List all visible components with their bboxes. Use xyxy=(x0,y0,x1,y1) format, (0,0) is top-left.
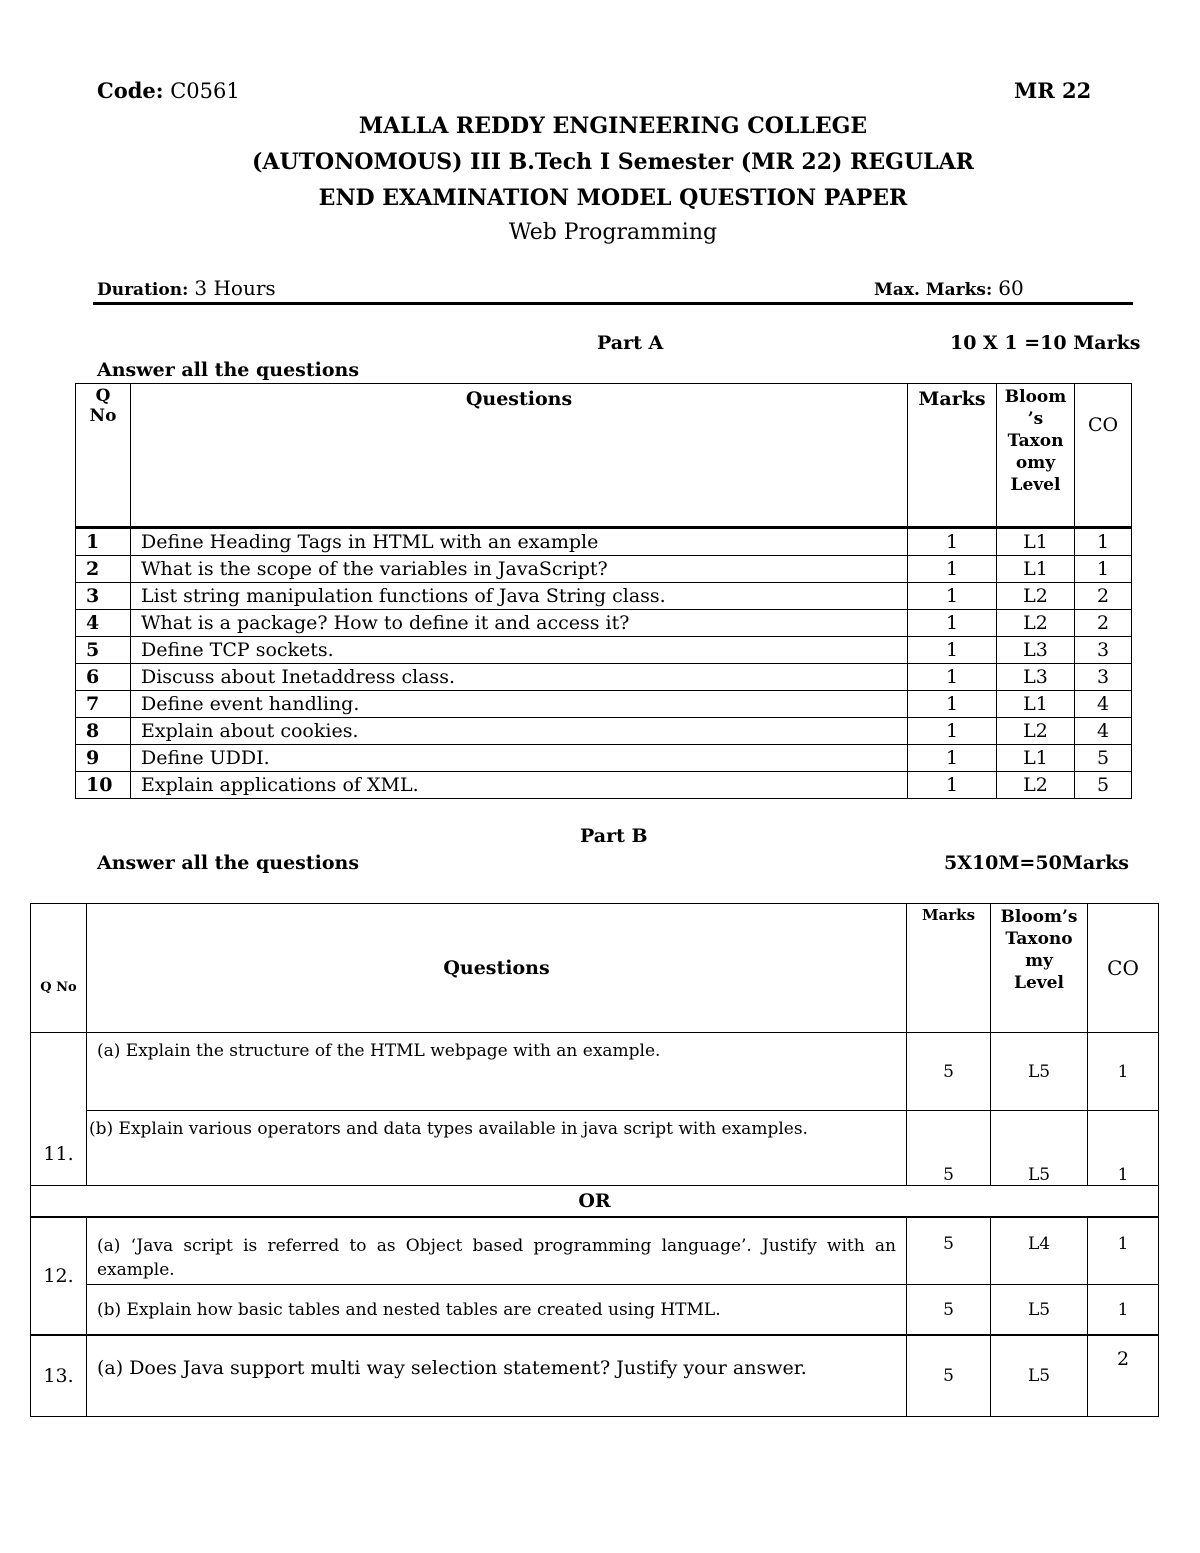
question-co: 2 xyxy=(1075,583,1132,610)
table-row xyxy=(76,718,1132,745)
question-level: L5 xyxy=(991,1335,1088,1417)
bloom-header-line: Bloom xyxy=(1004,387,1067,407)
question-number: 4 xyxy=(76,610,131,637)
question-marks: 1 xyxy=(908,528,997,556)
question-text xyxy=(87,1335,907,1417)
question-level: L2 xyxy=(997,610,1075,637)
table-row xyxy=(76,691,1132,718)
max-marks xyxy=(874,276,1024,300)
question-number: 2 xyxy=(76,556,131,583)
regulation-code: MR 22 xyxy=(1014,78,1092,103)
part-a-title: Part A xyxy=(597,332,664,354)
question-level: L2 xyxy=(997,772,1075,799)
question-marks: 1 xyxy=(908,745,997,772)
table-row xyxy=(31,1217,1159,1285)
part-a-header-row xyxy=(76,384,1132,528)
question-number: 6 xyxy=(76,664,131,691)
question-marks: 1 xyxy=(908,664,997,691)
question-11a-text: (a) Explain the structure of the HTML webpage with an example. xyxy=(97,1041,661,1061)
table-row xyxy=(76,772,1132,799)
question-co: 5 xyxy=(1075,745,1132,772)
qno-header-line1: Q xyxy=(95,386,111,406)
marks-header: Marks xyxy=(907,904,991,1033)
question-text: Define TCP sockets. xyxy=(131,637,908,664)
bloom-header-line: ’s xyxy=(1027,409,1044,429)
question-text: What is a package? How to define it and access it? xyxy=(131,610,908,637)
table-row xyxy=(76,745,1132,772)
table-row xyxy=(31,1111,1159,1186)
question-level: L5 xyxy=(991,1285,1088,1336)
qno-header xyxy=(76,384,131,528)
question-marks: 1 xyxy=(908,610,997,637)
table-row xyxy=(31,1285,1159,1336)
question-level: L2 xyxy=(997,718,1075,745)
question-co: 5 xyxy=(1075,772,1132,799)
question-number: 1 xyxy=(76,528,131,556)
question-co: 2 xyxy=(1088,1335,1159,1417)
question-number: 7 xyxy=(76,691,131,718)
part-a-instruction: Answer all the questions xyxy=(97,359,360,381)
question-marks: 1 xyxy=(908,718,997,745)
marks-header: Marks xyxy=(908,384,997,528)
duration xyxy=(97,276,276,300)
or-separator: OR xyxy=(31,1186,1159,1218)
part-b-title: Part B xyxy=(580,825,648,847)
co-header: CO xyxy=(1088,904,1159,1033)
code-label: Code: xyxy=(97,78,164,103)
question-marks: 1 xyxy=(908,772,997,799)
question-co: 3 xyxy=(1075,637,1132,664)
question-text: Define event handling. xyxy=(131,691,908,718)
paper-code xyxy=(97,78,240,103)
exam-line-3: END EXAMINATION MODEL QUESTION PAPER xyxy=(318,185,908,211)
question-marks: 5 xyxy=(907,1217,991,1285)
question-level: L5 xyxy=(991,1111,1088,1186)
question-text: Explain about cookies. xyxy=(131,718,908,745)
question-marks: 1 xyxy=(908,691,997,718)
questions-header: Questions xyxy=(87,904,907,1033)
question-marks: 5 xyxy=(907,1111,991,1186)
question-text: Discuss about Inetaddress class. xyxy=(131,664,908,691)
exam-line-2: (AUTONOMOUS) III B.Tech I Semester (MR 22) REGULAR xyxy=(252,149,974,175)
question-co: 4 xyxy=(1075,718,1132,745)
table-row xyxy=(76,637,1132,664)
question-marks: 5 xyxy=(907,1033,991,1111)
question-level: L1 xyxy=(997,745,1075,772)
table-row xyxy=(76,664,1132,691)
question-co: 1 xyxy=(1088,1285,1159,1336)
bloom-header-line: omy xyxy=(1015,453,1056,473)
question-text: Explain applications of XML. xyxy=(131,772,908,799)
question-number: 12. xyxy=(31,1217,87,1335)
bloom-header-line: Level xyxy=(1014,973,1064,993)
question-number: 13. xyxy=(31,1335,87,1417)
table-row xyxy=(76,556,1132,583)
part-b-header-row xyxy=(31,904,1159,1033)
part-b-marks-scheme: 5X10M=50Marks xyxy=(944,852,1130,874)
question-level: L4 xyxy=(991,1217,1088,1285)
question-level: L1 xyxy=(997,556,1075,583)
question-13a-text: (a) Does Java support multi way selection statement? Justify your answer. xyxy=(97,1357,807,1379)
question-number: 11. xyxy=(31,1033,87,1186)
code-value: C0561 xyxy=(170,79,240,103)
question-co: 1 xyxy=(1088,1033,1159,1111)
question-marks: 1 xyxy=(908,556,997,583)
question-marks: 1 xyxy=(908,583,997,610)
table-row xyxy=(31,1033,1159,1111)
question-co: 1 xyxy=(1075,556,1132,583)
bloom-header xyxy=(997,384,1075,528)
question-number: 10 xyxy=(76,772,131,799)
question-marks: 5 xyxy=(907,1335,991,1417)
bloom-header xyxy=(991,904,1088,1033)
question-level: L1 xyxy=(997,528,1075,556)
qno-header-line2: No xyxy=(89,406,117,426)
question-text: List string manipulation functions of Java String class. xyxy=(131,583,908,610)
bloom-header-line: Taxono xyxy=(1005,929,1073,949)
question-text xyxy=(87,1033,907,1111)
question-number: 9 xyxy=(76,745,131,772)
question-co: 1 xyxy=(1088,1111,1159,1186)
questions-header: Questions xyxy=(131,384,908,528)
question-level: L2 xyxy=(997,583,1075,610)
question-level: L3 xyxy=(997,664,1075,691)
table-row xyxy=(31,1335,1159,1417)
bloom-header-line: Taxon xyxy=(1007,431,1064,451)
part-b-table xyxy=(30,903,1159,1417)
question-number: 3 xyxy=(76,583,131,610)
header-divider xyxy=(93,302,1133,305)
question-text: Define Heading Tags in HTML with an example xyxy=(131,528,908,556)
table-row xyxy=(76,528,1132,556)
question-level: L1 xyxy=(997,691,1075,718)
question-co: 1 xyxy=(1088,1217,1159,1285)
question-marks: 1 xyxy=(908,637,997,664)
question-level: L3 xyxy=(997,637,1075,664)
question-co: 2 xyxy=(1075,610,1132,637)
bloom-header-line: Bloom’s xyxy=(1000,907,1078,927)
question-co: 4 xyxy=(1075,691,1132,718)
duration-label: Duration: xyxy=(97,280,189,300)
question-marks: 5 xyxy=(907,1285,991,1336)
table-row xyxy=(76,610,1132,637)
question-12a-text: (a) ‘Java script is referred to as Object based programming language’. Justify with an example. xyxy=(97,1236,896,1280)
subject-title: Web Programming xyxy=(508,220,718,245)
part-a-marks-scheme: 10 X 1 =10 Marks xyxy=(950,332,1141,354)
question-11b-text: (b) Explain various operators and data types available in java script with examples. xyxy=(89,1119,808,1139)
question-text: Define UDDI. xyxy=(131,745,908,772)
question-text xyxy=(87,1285,907,1336)
question-co: 1 xyxy=(1075,528,1132,556)
max-marks-value: 60 xyxy=(998,276,1024,300)
college-name: MALLA REDDY ENGINEERING COLLEGE xyxy=(358,113,868,139)
table-row xyxy=(76,583,1132,610)
bloom-header-line: my xyxy=(1025,951,1053,971)
question-co: 3 xyxy=(1075,664,1132,691)
question-level: L5 xyxy=(991,1033,1088,1111)
max-marks-label: Max. Marks: xyxy=(874,280,993,300)
question-text xyxy=(87,1217,907,1285)
question-text: What is the scope of the variables in JavaScript? xyxy=(131,556,908,583)
part-b-instruction: Answer all the questions xyxy=(97,852,360,874)
co-header: CO xyxy=(1075,384,1132,528)
duration-value: 3 Hours xyxy=(194,276,276,300)
part-a-table xyxy=(75,383,1132,799)
question-12b-text: (b) Explain how basic tables and nested tables are created using HTML. xyxy=(97,1299,721,1320)
question-number: 8 xyxy=(76,718,131,745)
qno-header: Q No xyxy=(31,904,87,1033)
or-row xyxy=(31,1186,1159,1218)
question-text xyxy=(87,1111,907,1186)
question-number: 5 xyxy=(76,637,131,664)
bloom-header-line: Level xyxy=(1010,475,1061,495)
